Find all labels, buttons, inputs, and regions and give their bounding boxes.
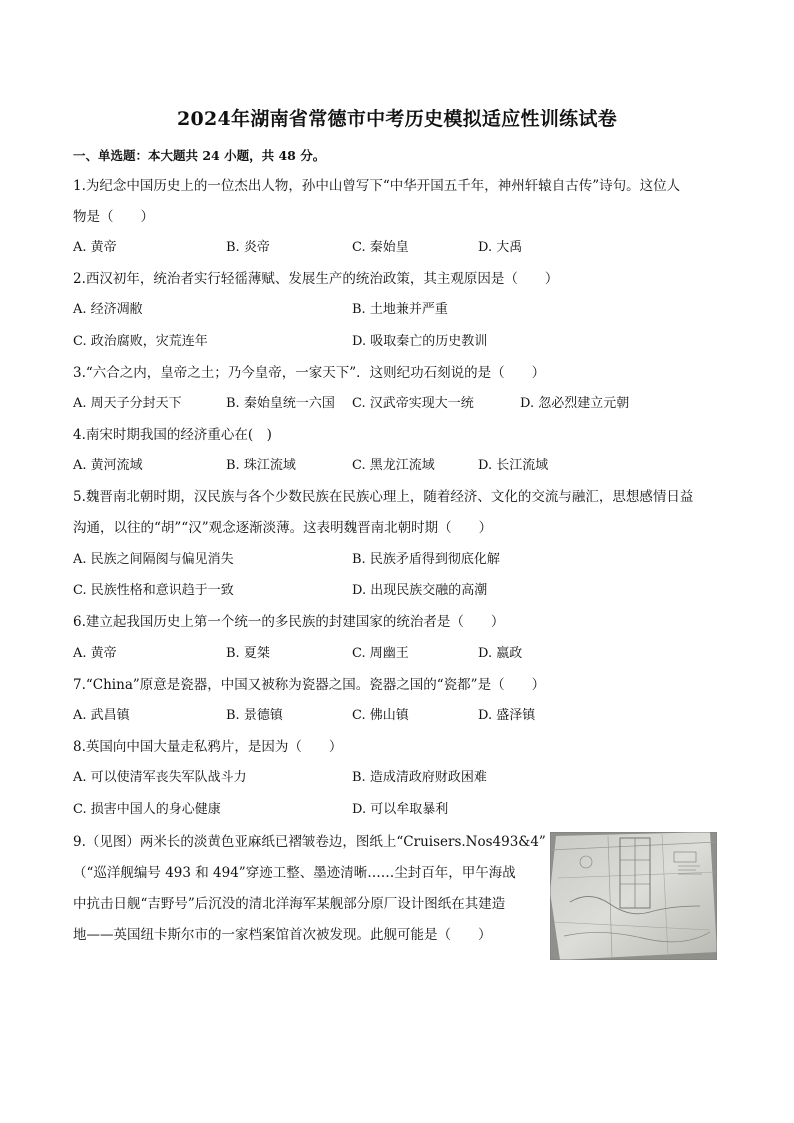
question-7-option-a: A. 武昌镇 bbox=[73, 708, 130, 723]
question-3-option-c: C. 汉武帝实现大一统 bbox=[352, 396, 474, 411]
question-8-option-c: C. 损害中国人的身心健康 bbox=[73, 802, 221, 817]
question-8-stem: 8.英国向中国大量走私鸦片，是因为（ ） bbox=[73, 739, 343, 755]
question-4-option-a: A. 黄河流域 bbox=[73, 458, 143, 473]
question-5-option-a: A. 民族之间隔阂与偏见消失 bbox=[73, 552, 234, 567]
question-8-option-b: B. 造成清政府财政困难 bbox=[352, 770, 487, 785]
question-7-option-b: B. 景德镇 bbox=[226, 708, 283, 723]
question-2-option-a: A. 经济凋敝 bbox=[73, 302, 143, 317]
question-2-stem: 2.西汉初年，统治者实行轻徭薄赋、发展生产的统治政策，其主观原因是（ ） bbox=[73, 271, 559, 287]
question-7-stem: 7.“China”原意是瓷器，中国又被称为瓷器之国。瓷器之国的“瓷都”是（ ） bbox=[73, 677, 546, 693]
question-3-option-a: A. 周天子分封天下 bbox=[73, 396, 182, 411]
question-4-option-d: D. 长江流域 bbox=[478, 458, 549, 473]
question-6-option-a: A. 黄帝 bbox=[73, 646, 117, 661]
question-5-option-c: C. 民族性格和意识趋于一致 bbox=[73, 583, 234, 598]
page-title: 2024年湖南省常德市中考历史模拟适应性训练试卷 bbox=[176, 108, 618, 130]
ship-blueprint-photo bbox=[550, 832, 717, 960]
question-9-stem-line-4: 地——英国纽卡斯尔市的一家档案馆首次被发现。此舰可能是（ ） bbox=[73, 927, 492, 943]
question-3-option-b: B. 秦始皇统一六国 bbox=[226, 396, 335, 411]
question-1-stem-line-1: 1.为纪念中国历史上的一位杰出人物，孙中山曾写下“中华开国五千年，神州轩辕自古传”诗句。这位人 bbox=[73, 178, 681, 194]
question-5-option-b: B. 民族矛盾得到彻底化解 bbox=[352, 552, 500, 567]
question-4-option-b: B. 珠江流域 bbox=[226, 458, 296, 473]
question-6-option-c: C. 周幽王 bbox=[352, 646, 409, 661]
question-6-option-b: B. 夏桀 bbox=[226, 646, 270, 661]
question-1-option-c: C. 秦始皇 bbox=[352, 240, 409, 255]
question-8-option-d: D. 可以牟取暴利 bbox=[352, 802, 449, 817]
question-1-option-b: B. 炎帝 bbox=[226, 240, 270, 255]
question-9-stem-line-2: （“巡洋舰编号 493 和 494”穿迹工整、墨迹清晰……尘封百年，甲午海战 bbox=[73, 865, 516, 881]
question-9-stem-line-1: 9.（见图）两米长的淡黄色亚麻纸已褶皱卷边，图纸上“Cruisers.Nos493&4” bbox=[73, 834, 546, 850]
question-6-option-d: D. 嬴政 bbox=[478, 646, 523, 661]
question-4-stem: 4.南宋时期我国的经济重心在( ) bbox=[73, 427, 272, 443]
question-7-option-d: D. 盛泽镇 bbox=[478, 708, 536, 723]
question-9-stem-line-3: 中抗击日舰“吉野号”后沉没的清北洋海军某舰部分原厂设计图纸在其建造 bbox=[73, 896, 506, 912]
question-1-option-d: D. 大禹 bbox=[478, 240, 523, 255]
question-3-option-d: D. 忽必烈建立元朝 bbox=[520, 396, 630, 411]
question-3-stem: 3.“六合之内，皇帝之土；乃今皇帝，一家天下”．这则纪功石刻说的是（ ） bbox=[73, 365, 546, 381]
question-1-option-a: A. 黄帝 bbox=[73, 240, 117, 255]
section-heading: 一、单选题：本大题共 24 小题，共 48 分。 bbox=[73, 148, 326, 163]
question-8-option-a: A. 可以使清军丧失军队战斗力 bbox=[73, 770, 247, 785]
question-2-option-c: C. 政治腐败，灾荒连年 bbox=[73, 334, 208, 349]
question-2-option-b: B. 土地兼并严重 bbox=[352, 302, 448, 317]
question-5-option-d: D. 出现民族交融的高潮 bbox=[352, 583, 488, 598]
question-5-stem-line-1: 5.魏晋南北朝时期，汉民族与各个少数民族在民族心理上，随着经济、文化的交流与融汇，思想感情日益 bbox=[73, 489, 694, 505]
question-5-stem-line-2: 沟通，以往的“胡”“汉”观念逐渐淡薄。这表明魏晋南北朝时期（ ） bbox=[73, 520, 493, 536]
question-6-stem: 6.建立起我国历史上第一个统一的多民族的封建国家的统治者是（ ） bbox=[73, 614, 505, 630]
question-1-stem-line-2: 物是（ ） bbox=[73, 209, 154, 225]
question-7-option-c: C. 佛山镇 bbox=[352, 708, 409, 723]
question-2-option-d: D. 吸取秦亡的历史教训 bbox=[352, 334, 488, 349]
question-4-option-c: C. 黑龙江流域 bbox=[352, 458, 435, 473]
